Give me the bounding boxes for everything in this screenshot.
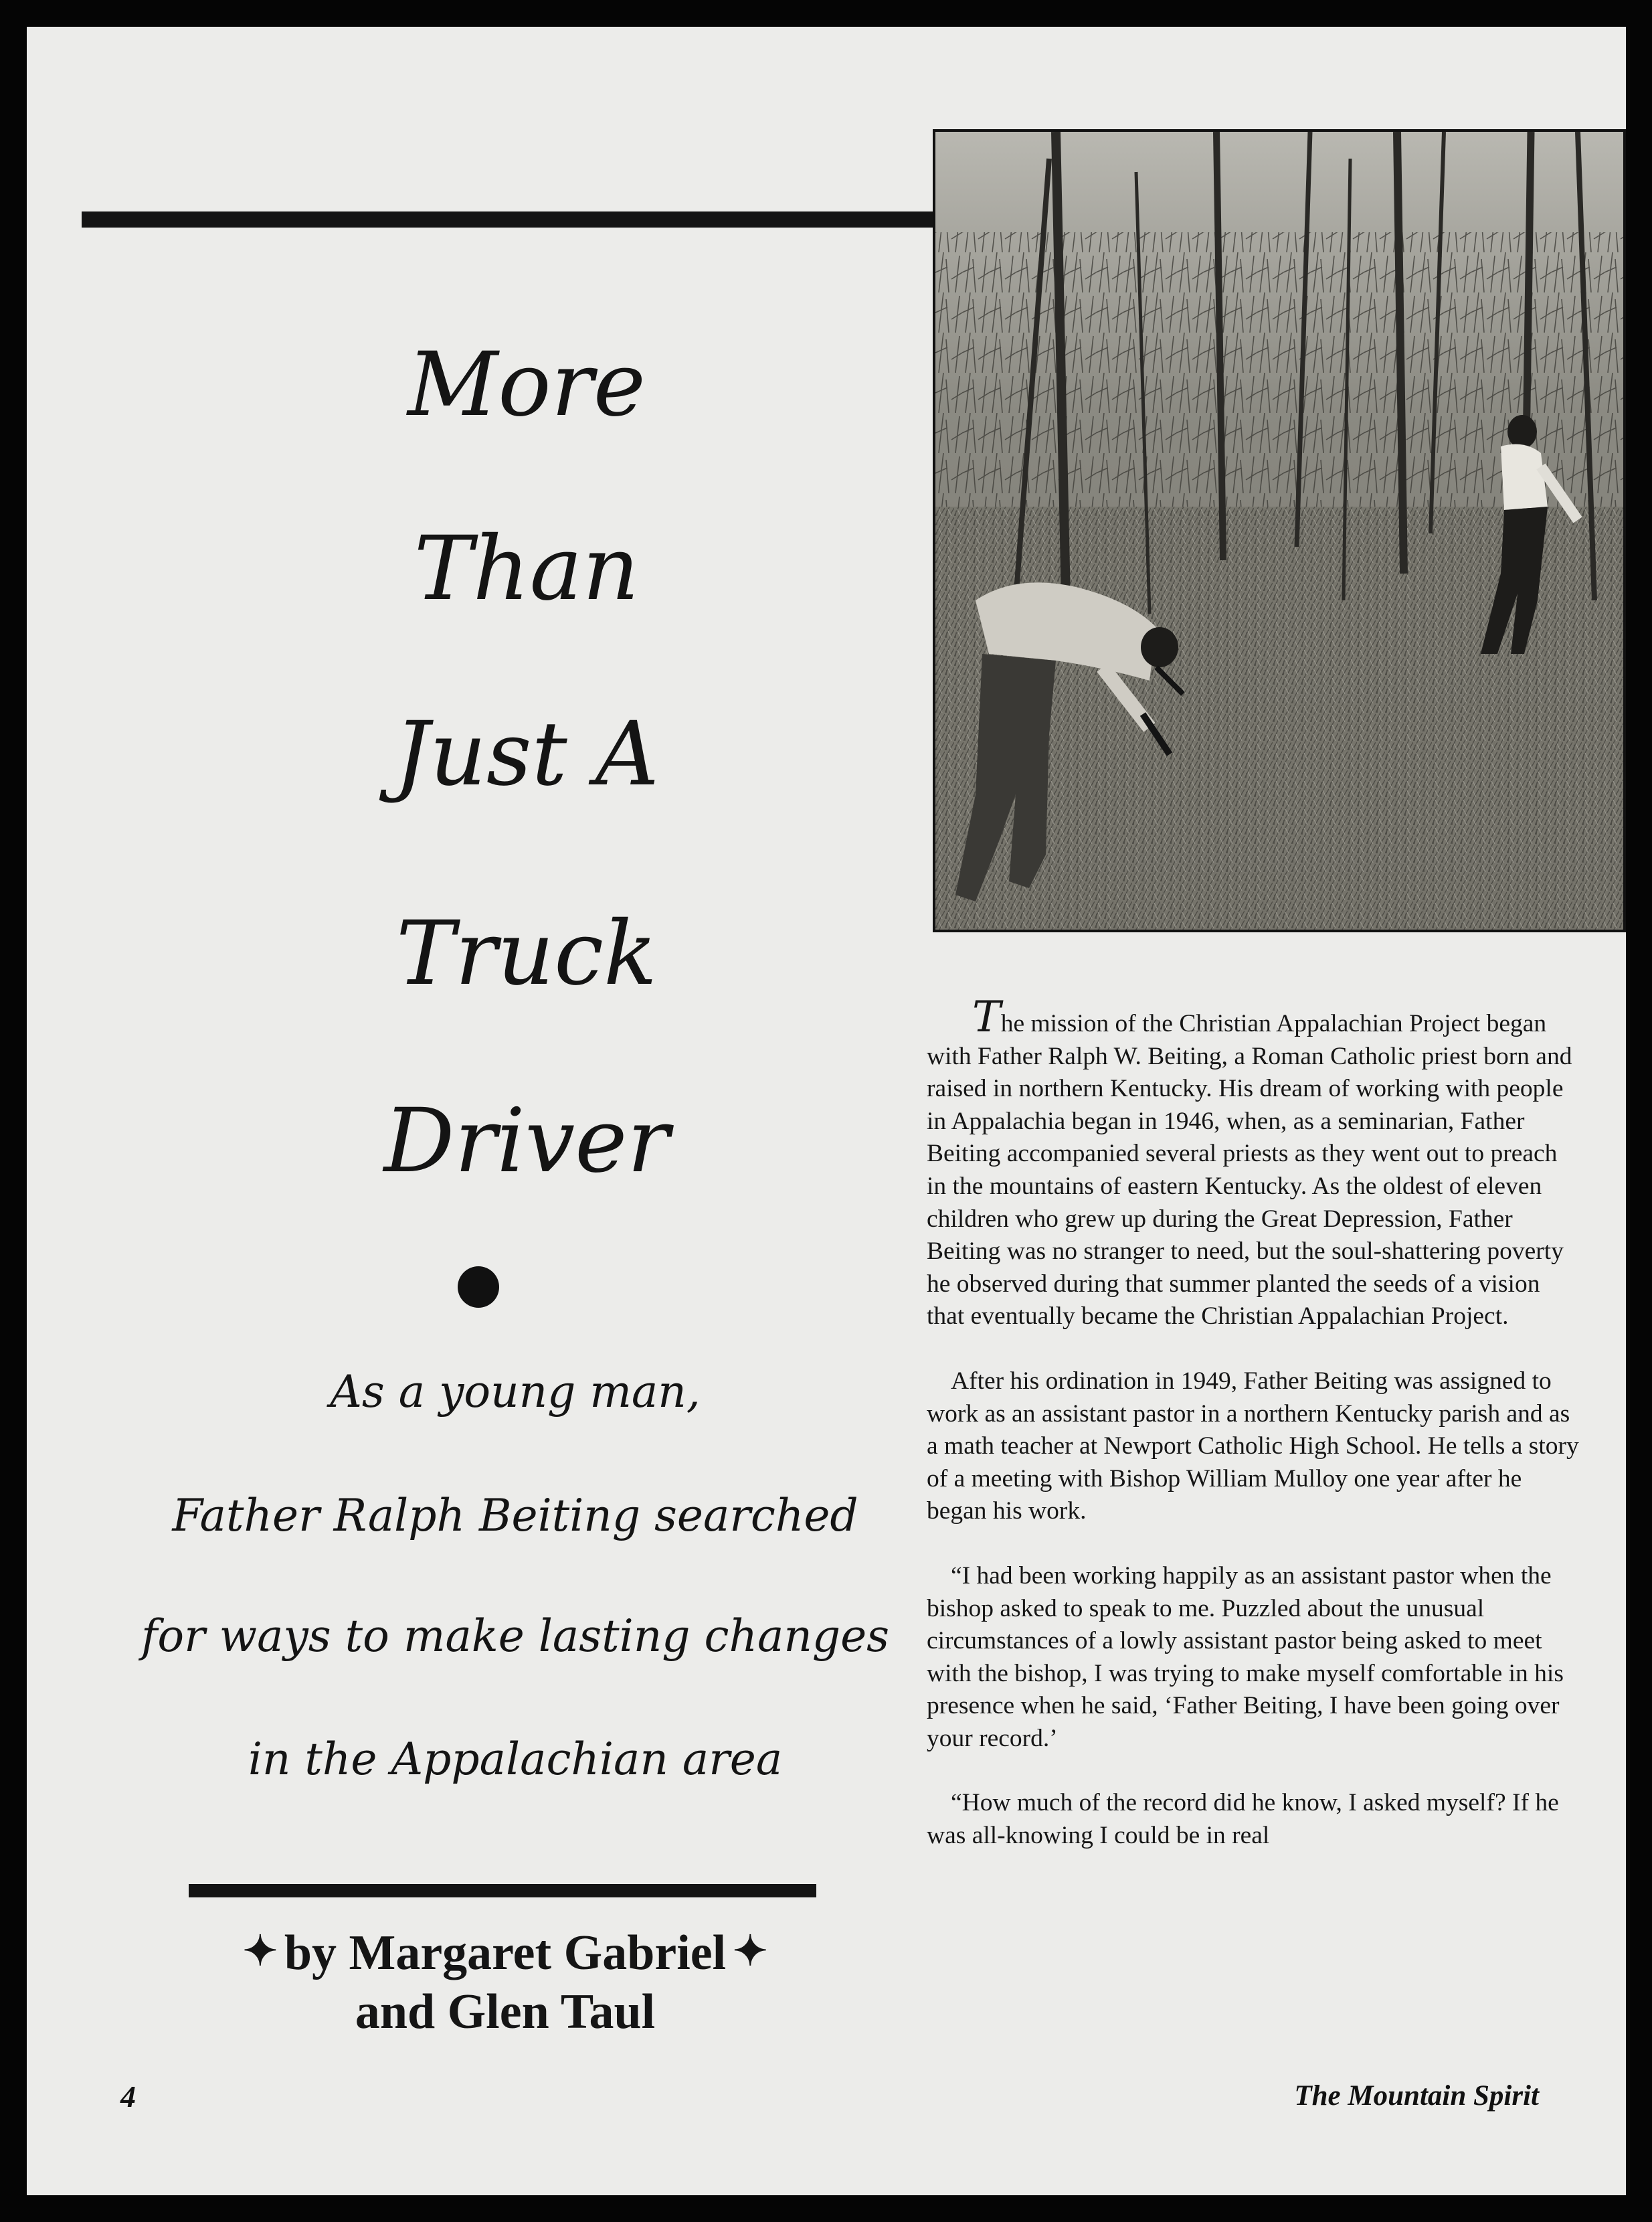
deck-line: for ways to make lasting changes (141, 1610, 890, 1662)
article-photo (933, 129, 1626, 932)
byline-authors: by Margaret Gabriel (284, 1926, 727, 1980)
title-line: Than (414, 517, 640, 620)
title-line: Driver (383, 1090, 670, 1193)
top-rule (82, 211, 972, 228)
article-paragraph (927, 993, 1579, 1333)
photo-two-men-clearing-brush-icon (935, 132, 1623, 930)
title-line: Just A (394, 703, 659, 806)
byline-line-1 (141, 1921, 870, 1984)
title-line: More (407, 333, 646, 436)
article-paragraph: “I had been working happily as an assistant pastor when the bishop asked to speak to me. Puzzled about the unusual circumstances of a lowly assistant pastor being asked to meet with the bishop, I was trying to make myself comfortable in his presence when he said, ‘Father Beiting, I have been going over your record.’ (927, 1561, 1564, 1752)
article-paragraph: “How much of the record did he know, I asked myself? If he was all-knowing I could be in real (927, 1789, 1559, 1850)
title-line: Truck (395, 902, 658, 1005)
magazine-name: The Mountain Spirit (1294, 2080, 1539, 2112)
deck-line: in the Appalachian area (248, 1733, 783, 1785)
byline-rule (189, 1884, 816, 1897)
star-ornament-icon: ✦ (733, 1929, 768, 1974)
bullet-ornament (458, 1266, 499, 1308)
article-body (927, 993, 1579, 1885)
drop-cap: T (972, 993, 1001, 1042)
paragraph-text: he mission of the Christian Appalachian Project began with Father Ralph W. Beiting, a Roman Catholic priest born and raised in northern Kentucky. His dream of working with people in Appalachia began in 1946, when, as a seminarian, Father Beiting accompanied several priests as they went out to preach in the mountains of eastern Kentucky. As the oldest of eleven children who grew up during the Great Depression, Father Beiting was no stranger to need, but the soul-shattering poverty he observed during that summer planted the seeds of a vision that eventually became the Christian Appalachian Project. (927, 1010, 1572, 1331)
deck-line: As a young man, (330, 1366, 701, 1418)
deck-line: Father Ralph Beiting searched (172, 1490, 858, 1541)
magazine-page (27, 27, 1626, 2195)
page-number: 4 (120, 2079, 136, 2114)
star-ornament-icon: ✦ (242, 1929, 278, 1974)
byline-line-2: and Glen Taul (355, 1984, 656, 2039)
article-paragraph: After his ordination in 1949, Father Beiting was assigned to work as an assistant pastor in a northern Kentucky parish and as a math teacher at Newport Catholic High School. He tells a story of a meeting with Bishop William Mulloy one year after he began his work. (927, 1367, 1579, 1525)
